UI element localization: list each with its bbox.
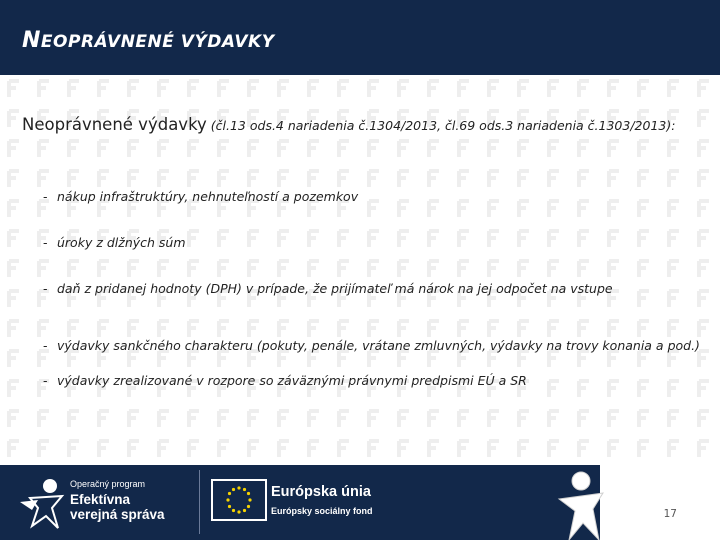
list-item: - úroky z dlžných súm: [43, 232, 703, 254]
intro-reference: (čl.13 ods.4 nariadenia č.1304/2013, čl.69 ods.3 nariadenia č.1303/2013):: [210, 118, 676, 133]
slide-header: [0, 0, 720, 75]
footer-divider: [199, 470, 200, 534]
title-rest: EOPRÁVNENÉ VÝDAVKY: [40, 32, 275, 52]
figure-icon: [553, 465, 613, 544]
op-label: Operačný program: [70, 479, 146, 489]
eu-logo-text: [271, 484, 373, 516]
intro-paragraph: [22, 114, 692, 137]
eu-subtitle: Európsky sociálny fond: [271, 506, 373, 516]
op-name-line1: Efektívna: [70, 492, 131, 507]
title-initial: N: [22, 28, 41, 53]
eu-title: Európska únia: [271, 484, 371, 500]
op-logo-text: [70, 479, 165, 522]
bullet-list: [43, 186, 703, 416]
intro-lead: Neoprávnené výdavky: [22, 115, 207, 134]
list-item: - výdavky sankčného charakteru (pokuty, penále, vrátane zmluvných, výdavky na trovy konania a pod.): [43, 324, 703, 368]
list-item: - nákup infraštruktúry, nehnuteľností a pozemkov: [43, 186, 703, 208]
op-name-line2: verejná správa: [70, 507, 165, 522]
page-number: 17: [663, 508, 677, 520]
op-logo-icon: [18, 476, 66, 536]
eu-flag-icon: [211, 479, 267, 521]
list-item: - výdavky zrealizované v rozpore so záväznými právnymi predpismi EÚ a SR: [43, 370, 703, 392]
slide-title: [22, 28, 275, 53]
list-item: - daň z pridanej hodnoty (DPH) v prípade, že prijímateľ má nárok na jej odpočet na vstupe: [43, 278, 703, 300]
